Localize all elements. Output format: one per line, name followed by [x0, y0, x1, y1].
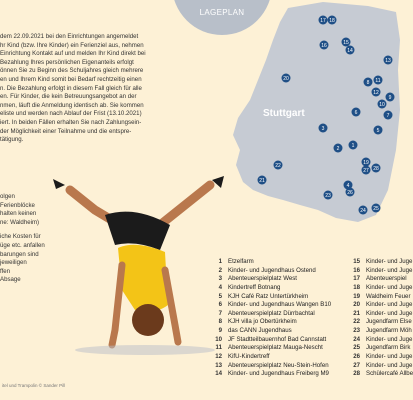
legend-number: 3	[218, 275, 222, 283]
legend-number: 12	[215, 353, 222, 361]
marker-number: 10	[379, 102, 385, 108]
legend-label: Jugendfarm Möh	[366, 327, 412, 335]
legend-item	[210, 370, 331, 379]
legend-label: KifU-Kindertreff	[228, 353, 270, 361]
note-line: Ferienblöcke	[0, 201, 35, 209]
marker-number: 24	[360, 208, 366, 214]
legend-item	[210, 353, 331, 362]
map-marker	[324, 191, 333, 200]
marker-number: 14	[347, 48, 353, 54]
map-marker	[364, 78, 373, 87]
legend-item	[210, 301, 331, 310]
text-line: önnen Sie zu Beginn des Schuljahres gleich mehrere	[0, 67, 144, 75]
text-line: n. Die Bezahlung erfolgt in diesem Fall gleich für alle	[0, 84, 142, 92]
legend-number: 14	[215, 370, 222, 378]
legend-number: 6	[218, 301, 222, 309]
marker-number: 18	[329, 18, 335, 24]
legend-number: 13	[215, 361, 222, 369]
legend-number: 19	[353, 292, 360, 300]
legend-item	[348, 310, 413, 319]
legend-number: 20	[353, 301, 360, 309]
map-marker	[359, 206, 368, 215]
note-line: üge etc. anfallen	[0, 241, 45, 249]
legend-item	[210, 336, 331, 345]
legend-label: JF Stadtteilbauernhof Bad Cannstatt	[228, 335, 327, 343]
legend-label: Waldheim Feuer	[366, 292, 411, 300]
legend-label: Kinder- und Jugendhaus Freiberg M9	[228, 370, 329, 378]
legend-item	[210, 293, 331, 302]
map-marker	[372, 88, 381, 97]
note-line: iche Kosten für	[0, 233, 41, 241]
legend-number: 16	[353, 266, 360, 274]
legend-number: 2	[218, 266, 222, 274]
text-line: nmen, läuft die Anmeldung identisch ab. Sie kommen	[0, 101, 144, 109]
text-line: hr Kind (bzw. Ihre Kinder) ein Ferienziel aus, nehmen	[0, 41, 144, 49]
legend-number: 10	[215, 335, 222, 343]
legend-number: 21	[353, 309, 360, 317]
map-marker	[274, 161, 283, 170]
stuttgart-district-map	[228, 0, 400, 248]
note-line: ne: Waldheim)	[0, 218, 40, 226]
note-line: olgen	[0, 193, 15, 200]
map-marker	[384, 111, 393, 120]
legend-label: Abenteuerspielplatz Dürrbachtal	[228, 309, 315, 317]
legend-column-left	[210, 258, 331, 379]
marker-number: 11	[375, 78, 381, 84]
legend-item	[348, 258, 413, 267]
legend-number: 24	[353, 335, 360, 343]
legend-label: Abenteuerspiel	[366, 275, 407, 283]
legend-number: 25	[353, 344, 360, 352]
marker-number: 19	[363, 160, 369, 166]
legend-item	[348, 301, 413, 310]
legend-label: Kinder- und Jugendhaus Wangen B10	[228, 301, 332, 309]
legend-number: 9	[218, 327, 222, 335]
intro-text	[0, 33, 236, 145]
legend-label: Kinder- und Juge	[366, 309, 413, 317]
legend-number: 11	[215, 344, 222, 352]
text-line: iert. In beiden Fällen erhalten Sie nach Zahlungsein-	[0, 118, 142, 126]
legend-item	[348, 327, 413, 336]
text-line: der Möglichkeit einer Teilnahme und die entspre-	[0, 127, 132, 135]
legend-number: 17	[353, 275, 360, 283]
legend-number: 23	[353, 327, 360, 335]
marker-number: 3	[321, 126, 325, 132]
map-marker	[362, 166, 371, 175]
legend-number: 22	[353, 318, 360, 326]
legend-label: Kinder- und Juge	[366, 283, 413, 291]
legend-label: Kinder- und Juge	[366, 335, 413, 343]
legend-item	[210, 258, 331, 267]
note-line: Absage	[0, 276, 21, 284]
legend-item	[348, 353, 413, 362]
legend-label: Etzelfarm	[228, 258, 254, 265]
legend-number: 1	[218, 258, 222, 265]
legend-number: 4	[218, 283, 222, 291]
legend-item	[210, 318, 331, 327]
text-line: Einrichtung Kontakt auf und melden Ihr Kind direkt bei	[0, 50, 146, 58]
legend-item	[210, 275, 331, 284]
marker-number: 12	[373, 90, 379, 96]
marker-number: 26	[347, 190, 353, 196]
text-line: dem 22.09.2021 bei den Einrichtungen angemeldet	[0, 33, 139, 40]
legend-label: das CANN Jugendhaus	[228, 327, 292, 335]
note-line: jeweiligen	[0, 259, 27, 267]
legend-item	[348, 370, 413, 379]
map-marker	[258, 176, 267, 185]
marker-number: 27	[363, 168, 369, 174]
note-line: ffen	[0, 267, 11, 275]
legend-label: Jugendfarm Birk	[366, 344, 411, 352]
marker-number: 22	[275, 163, 281, 169]
legend-number: 27	[353, 361, 360, 369]
legend-label: Kinder- und Juge	[366, 258, 413, 265]
note-line: barungen sind	[0, 250, 39, 258]
legend-item	[210, 327, 331, 336]
legend-item	[348, 293, 413, 302]
text-line: Bezahlung Ihres persönlichen Eigenanteils erfolgt	[0, 58, 134, 66]
marker-number: 1	[351, 143, 355, 149]
map-marker	[378, 100, 387, 109]
map-marker	[374, 126, 383, 135]
map-marker	[372, 164, 381, 173]
legend-item	[348, 362, 413, 371]
map-city-label: Stuttgart	[263, 108, 305, 119]
legend-item	[210, 267, 331, 276]
marker-number: 23	[325, 193, 331, 199]
legend-label: Kinder- und Juge	[366, 301, 413, 309]
marker-number: 16	[321, 43, 327, 49]
legend-item	[348, 275, 413, 284]
marker-number: 20	[283, 76, 289, 82]
map-marker	[352, 108, 361, 117]
map-marker	[319, 16, 328, 25]
legend-label: Abenteuerspielplatz Mauga-Nescht	[228, 344, 323, 352]
text-line: tätigung.	[0, 136, 24, 144]
legend-item	[210, 284, 331, 293]
note-line: halten keinen	[0, 210, 37, 218]
map-marker	[386, 93, 395, 102]
legend-column-right	[348, 258, 413, 379]
map-marker	[319, 124, 328, 133]
map-marker	[344, 181, 353, 190]
legend-item	[348, 267, 413, 276]
marker-number: 21	[259, 178, 265, 184]
marker-number: 6	[354, 110, 358, 116]
map-marker	[349, 141, 358, 150]
legend-label: Jugendfarm Else	[366, 318, 412, 326]
legend-number: 7	[218, 309, 222, 317]
cartwheel-child-illustration	[40, 170, 225, 370]
marker-number: 17	[320, 18, 326, 24]
legend-label: Kinder- und Juge	[366, 353, 413, 361]
text-line: en und Ihrem Kind somit bei Bedarf rechtzeitig einen	[0, 75, 142, 83]
map-marker	[372, 204, 381, 213]
marker-number: 25	[373, 206, 379, 212]
map-marker	[334, 144, 343, 153]
legend-item	[348, 344, 413, 353]
text-line: eliste und werden nach Ablauf der Frist (13.10.2021)	[0, 110, 142, 118]
legend-number: 8	[218, 318, 222, 326]
legend-item	[348, 336, 413, 345]
legend-item	[210, 362, 331, 371]
legend-item	[210, 310, 331, 319]
marker-number: 28	[373, 166, 379, 172]
marker-number: 2	[336, 146, 340, 152]
legend-label: Kinder- und Juge	[366, 361, 413, 369]
marker-number: 8	[366, 80, 370, 86]
legend-item	[348, 318, 413, 327]
marker-number: 7	[386, 113, 390, 119]
legend-item	[210, 344, 331, 353]
legend-number: 5	[218, 292, 222, 300]
legend-label: Abenteuerspielplatz Neu-Stein-Hofen	[228, 361, 329, 369]
map-marker	[328, 16, 337, 25]
map-marker	[384, 56, 393, 65]
legend-number: 18	[353, 283, 360, 291]
text-line: en. Für Kinder, die kein Betreuungsangebot an der	[0, 93, 137, 101]
legend-number: 26	[353, 353, 360, 361]
marker-number: 5	[376, 128, 380, 134]
marker-number: 15	[343, 40, 349, 46]
legend-label: Kinder- und Juge	[366, 266, 413, 274]
legend-item	[348, 284, 413, 293]
map-marker	[320, 41, 329, 50]
legend-number: 28	[353, 370, 360, 378]
legend-label: Schülercafé Allbe	[366, 370, 413, 378]
map-marker	[374, 76, 383, 85]
marker-number: 9	[388, 95, 392, 101]
map-marker	[282, 74, 291, 83]
map-marker	[346, 46, 355, 55]
lageplan-title: LAGEPLAN	[199, 8, 245, 17]
map-marker	[362, 158, 371, 167]
legend-label: KJH Café Ratz Untertürkheim	[228, 292, 309, 300]
map-marker	[342, 38, 351, 47]
legend-number: 15	[353, 258, 360, 265]
legend-label: Abenteuerspielplatz West	[228, 275, 297, 283]
photo-credit: itel und Trampolin © Sander Pill	[2, 383, 66, 388]
marker-number: 13	[385, 58, 391, 64]
legend-label: Kindertreff Botnang	[228, 283, 281, 291]
legend-label: Kinder- und Jugendhaus Ostend	[228, 266, 316, 274]
legend-label: KJH villa jo Obertürkheim	[228, 318, 297, 326]
marker-number: 4	[346, 183, 350, 189]
